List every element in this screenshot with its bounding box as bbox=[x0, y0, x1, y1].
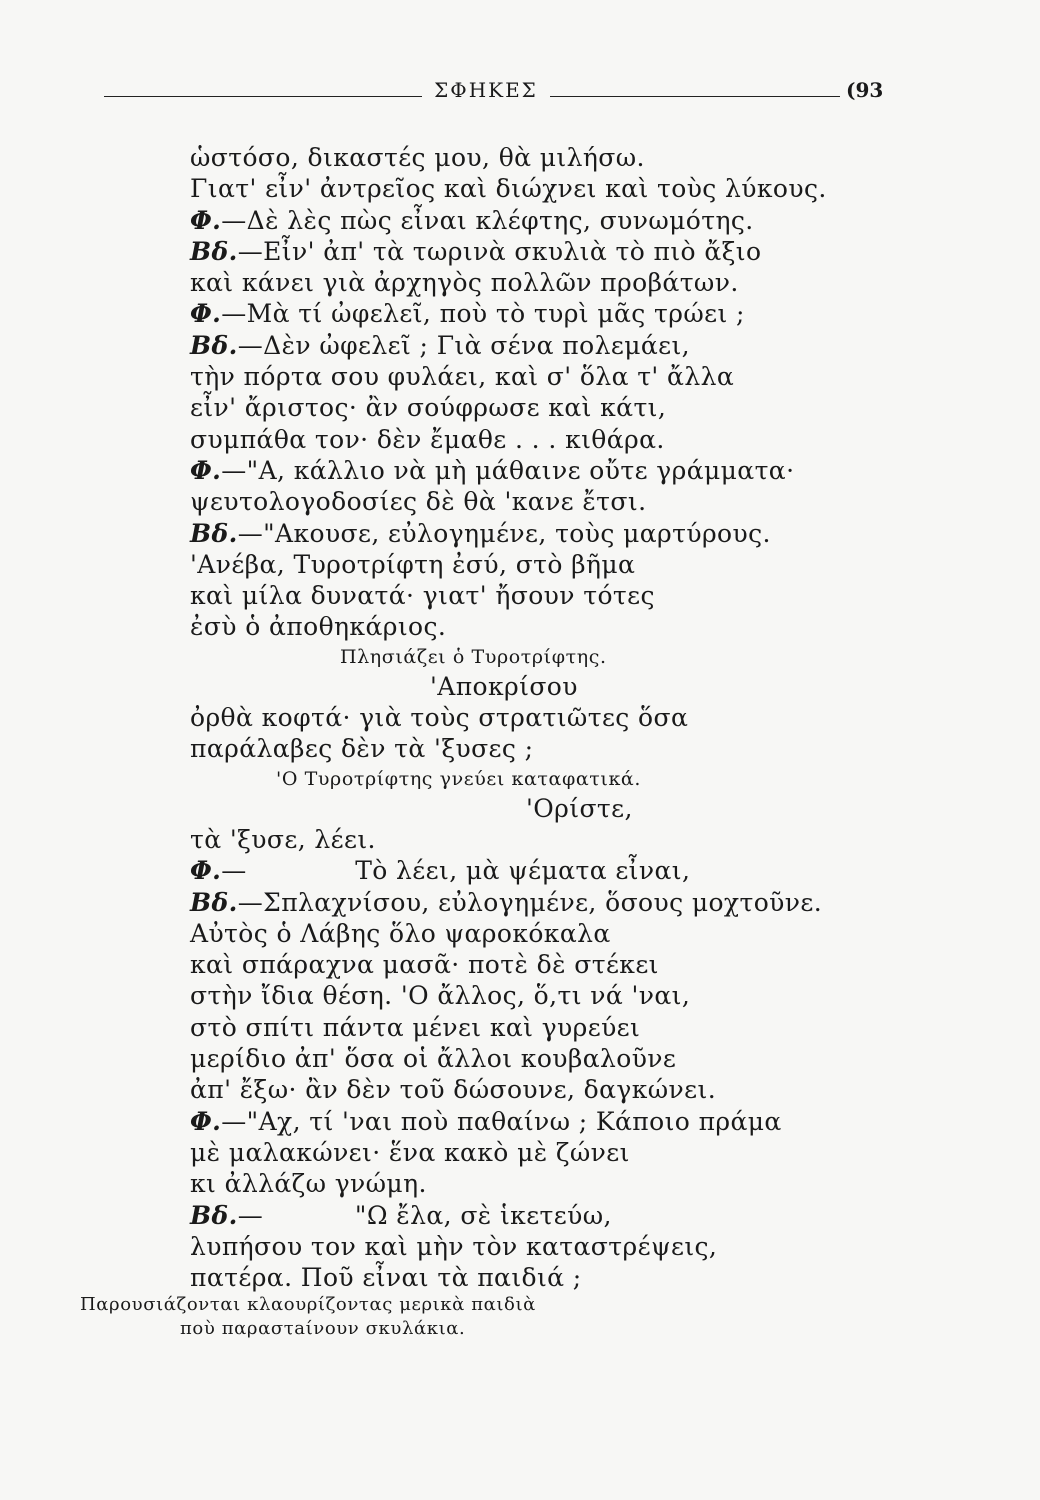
line-text: —"Α, κάλλιο νὰ μὴ μάθαινε οὔτε γράμματα· bbox=[221, 455, 795, 485]
verse-line bbox=[190, 733, 850, 764]
verse-line bbox=[190, 173, 850, 204]
line-text: Παρουσιάζονται κλαουρίζοντας μερικὰ παιδιὰ bbox=[80, 1294, 536, 1316]
line-text: καὶ κάνει γιὰ ἀρχηγὸς πολλῶν προβάτων. bbox=[190, 268, 739, 298]
verse-line bbox=[190, 361, 850, 392]
line-text: συμπάθα τον· δὲν ἔμαθε . . . κιθάρα. bbox=[190, 424, 665, 454]
line-text: —Μὰ τί ὠφελεῖ, ποὺ τὸ τυρὶ μᾶς τρώει ; bbox=[221, 299, 745, 329]
stage-direction bbox=[80, 1293, 850, 1317]
speaker-label: Φ. bbox=[190, 205, 222, 235]
verse-text bbox=[80, 142, 850, 1341]
stage-direction bbox=[180, 1317, 850, 1341]
page-number: (93 bbox=[846, 78, 884, 102]
line-text: ἐσὺ ὁ ἀποθηκάριος. bbox=[190, 612, 447, 642]
line-text: εἶν' ἄριστος· ἂν σούφρωσε καὶ κάτι, bbox=[190, 393, 667, 423]
speaker-label: Φ. bbox=[190, 856, 222, 886]
stage-direction bbox=[276, 765, 850, 793]
line-text: παράλαβες δὲν τὰ 'ξυσες ; bbox=[190, 734, 534, 764]
verse-line bbox=[190, 887, 850, 918]
verse-line bbox=[526, 793, 850, 824]
line-text: —Δὲν ὠφελεῖ ; Γιὰ σένα πολεμάει, bbox=[237, 330, 691, 360]
header-rule-right bbox=[550, 96, 840, 97]
verse-line bbox=[190, 1231, 850, 1262]
speaker-label: Φ. bbox=[190, 1106, 222, 1136]
verse-line bbox=[190, 486, 850, 517]
verse-line bbox=[190, 518, 850, 549]
verse-line bbox=[190, 1106, 850, 1137]
verse-line bbox=[190, 1200, 850, 1231]
line-text: τὴν πόρτα σου φυλάει, καὶ σ' ὅλα τ' ἄλλα bbox=[190, 362, 735, 392]
verse-line bbox=[190, 1168, 850, 1199]
verse-line bbox=[190, 330, 850, 361]
line-text: — Τὸ λέει, μὰ ψέματα εἶναι, bbox=[221, 856, 691, 886]
line-text: — "Ω ἔλα, σὲ ἱκετεύω, bbox=[237, 1200, 612, 1230]
line-text: καὶ μίλα δυνατά· γιατ' ἤσουν τότες bbox=[190, 581, 655, 611]
verse-line bbox=[430, 671, 850, 702]
line-text: —"Αχ, τί 'ναι ποὺ παθαίνω ; Κάποιο πράμα bbox=[221, 1106, 782, 1136]
line-text: στὴν ἴδια θέση. 'Ο ἄλλος, ὅ,τι νά 'ναι, bbox=[190, 981, 691, 1011]
line-text: λυπήσου τον καὶ μὴν τὸν καταστρέψεις, bbox=[190, 1231, 718, 1261]
line-text: 'Ο Τυροτρίφτης γνεύει καταφατικά. bbox=[276, 767, 642, 790]
line-text: —Δὲ λὲς πὼς εἶναι κλέφτης, συνωμότης. bbox=[221, 205, 754, 235]
line-text: 'Ανέβα, Τυροτρίφτη ἐσύ, στὸ βῆμα bbox=[190, 549, 636, 579]
line-text: ποὺ παραστaίνουν σκυλάκια. bbox=[180, 1318, 466, 1340]
line-text: 'Αποκρίσου bbox=[430, 671, 578, 701]
verse-line bbox=[190, 980, 850, 1011]
line-text: 'Ορίστε, bbox=[526, 793, 633, 823]
verse-line bbox=[190, 1262, 850, 1293]
line-text: μερίδιο ἀπ' ὅσα οἱ ἄλλοι κουβαλοῦνε bbox=[190, 1044, 677, 1074]
verse-line bbox=[190, 298, 850, 329]
verse-line bbox=[190, 918, 850, 949]
speaker-label: Φ. bbox=[190, 299, 222, 329]
verse-line bbox=[190, 392, 850, 423]
verse-line bbox=[190, 949, 850, 980]
verse-line bbox=[190, 580, 850, 611]
verse-line bbox=[190, 267, 850, 298]
verse-line bbox=[190, 549, 850, 580]
verse-line bbox=[190, 702, 850, 733]
line-text: Πλησιάζει ὁ Τυροτρίφτης. bbox=[340, 645, 607, 668]
line-text: τὰ 'ξυσε, λέει. bbox=[190, 824, 376, 854]
verse-line bbox=[190, 1012, 850, 1043]
verse-line bbox=[190, 236, 850, 267]
line-text: —"Ακουσε, εὐλογημένε, τοὺς μαρτύρους. bbox=[237, 518, 771, 548]
line-text: —Σπλαχνίσου, εὐλογημένε, ὅσους μοχτοῦνε. bbox=[237, 887, 823, 917]
running-title: ΣΦΗΚΕΣ bbox=[434, 78, 538, 102]
line-text: κι ἀλλάζω γνώμη. bbox=[190, 1169, 427, 1199]
verse-line bbox=[190, 1137, 850, 1168]
speaker-label: Φ. bbox=[190, 455, 222, 485]
line-text: ἀπ' ἔξω· ἂν δὲν τοῦ δώσουνε, δαγκώνει. bbox=[190, 1075, 717, 1105]
verse-line bbox=[190, 142, 850, 173]
speaker-label: Βδ. bbox=[190, 1200, 238, 1230]
verse-line bbox=[190, 455, 850, 486]
line-text: ὀρθὰ κοφτά· γιὰ τοὺς στρατιῶτες ὅσα bbox=[190, 703, 689, 733]
verse-line bbox=[190, 1074, 850, 1105]
line-text: ὡστόσο, δικαστές μου, θὰ μιλήσω. bbox=[190, 143, 645, 172]
line-text: πατέρα. Ποῦ εἶναι τὰ παιδιά ; bbox=[190, 1263, 582, 1293]
verse-line bbox=[190, 855, 850, 886]
line-text: Αὐτὸς ὁ Λάβης ὅλο ψαροκόκαλα bbox=[190, 918, 611, 948]
verse-line bbox=[190, 824, 850, 855]
line-text: —Εἶν' ἀπ' τὰ τωρινὰ σκυλιὰ τὸ πιὸ ἄξιο bbox=[237, 236, 762, 266]
line-text: μὲ μαλακώνει· ἕνα κακὸ μὲ ζώνει bbox=[190, 1137, 630, 1167]
verse-line bbox=[190, 424, 850, 455]
speaker-label: Βδ. bbox=[190, 236, 238, 266]
line-text: Γιατ' εἶν' ἀντρεῖος καὶ διώχνει καὶ τοὺς λύκους. bbox=[190, 174, 827, 204]
line-text: καὶ σπάραχνα μασᾶ· ποτὲ δὲ στέκει bbox=[190, 950, 659, 980]
speaker-label: Βδ. bbox=[190, 518, 238, 548]
page-header bbox=[104, 76, 894, 106]
line-text: στὸ σπίτι πάντα μένει καὶ γυρεύει bbox=[190, 1012, 641, 1042]
speaker-label: Βδ. bbox=[190, 887, 238, 917]
line-text: ψευτολογοδοσίες δὲ θὰ 'κανε ἔτσι. bbox=[190, 487, 647, 517]
verse-line bbox=[190, 205, 850, 236]
verse-line bbox=[190, 1043, 850, 1074]
verse-line bbox=[190, 611, 850, 642]
header-rule-left bbox=[104, 96, 422, 97]
stage-direction bbox=[340, 643, 850, 671]
speaker-label: Βδ. bbox=[190, 330, 238, 360]
